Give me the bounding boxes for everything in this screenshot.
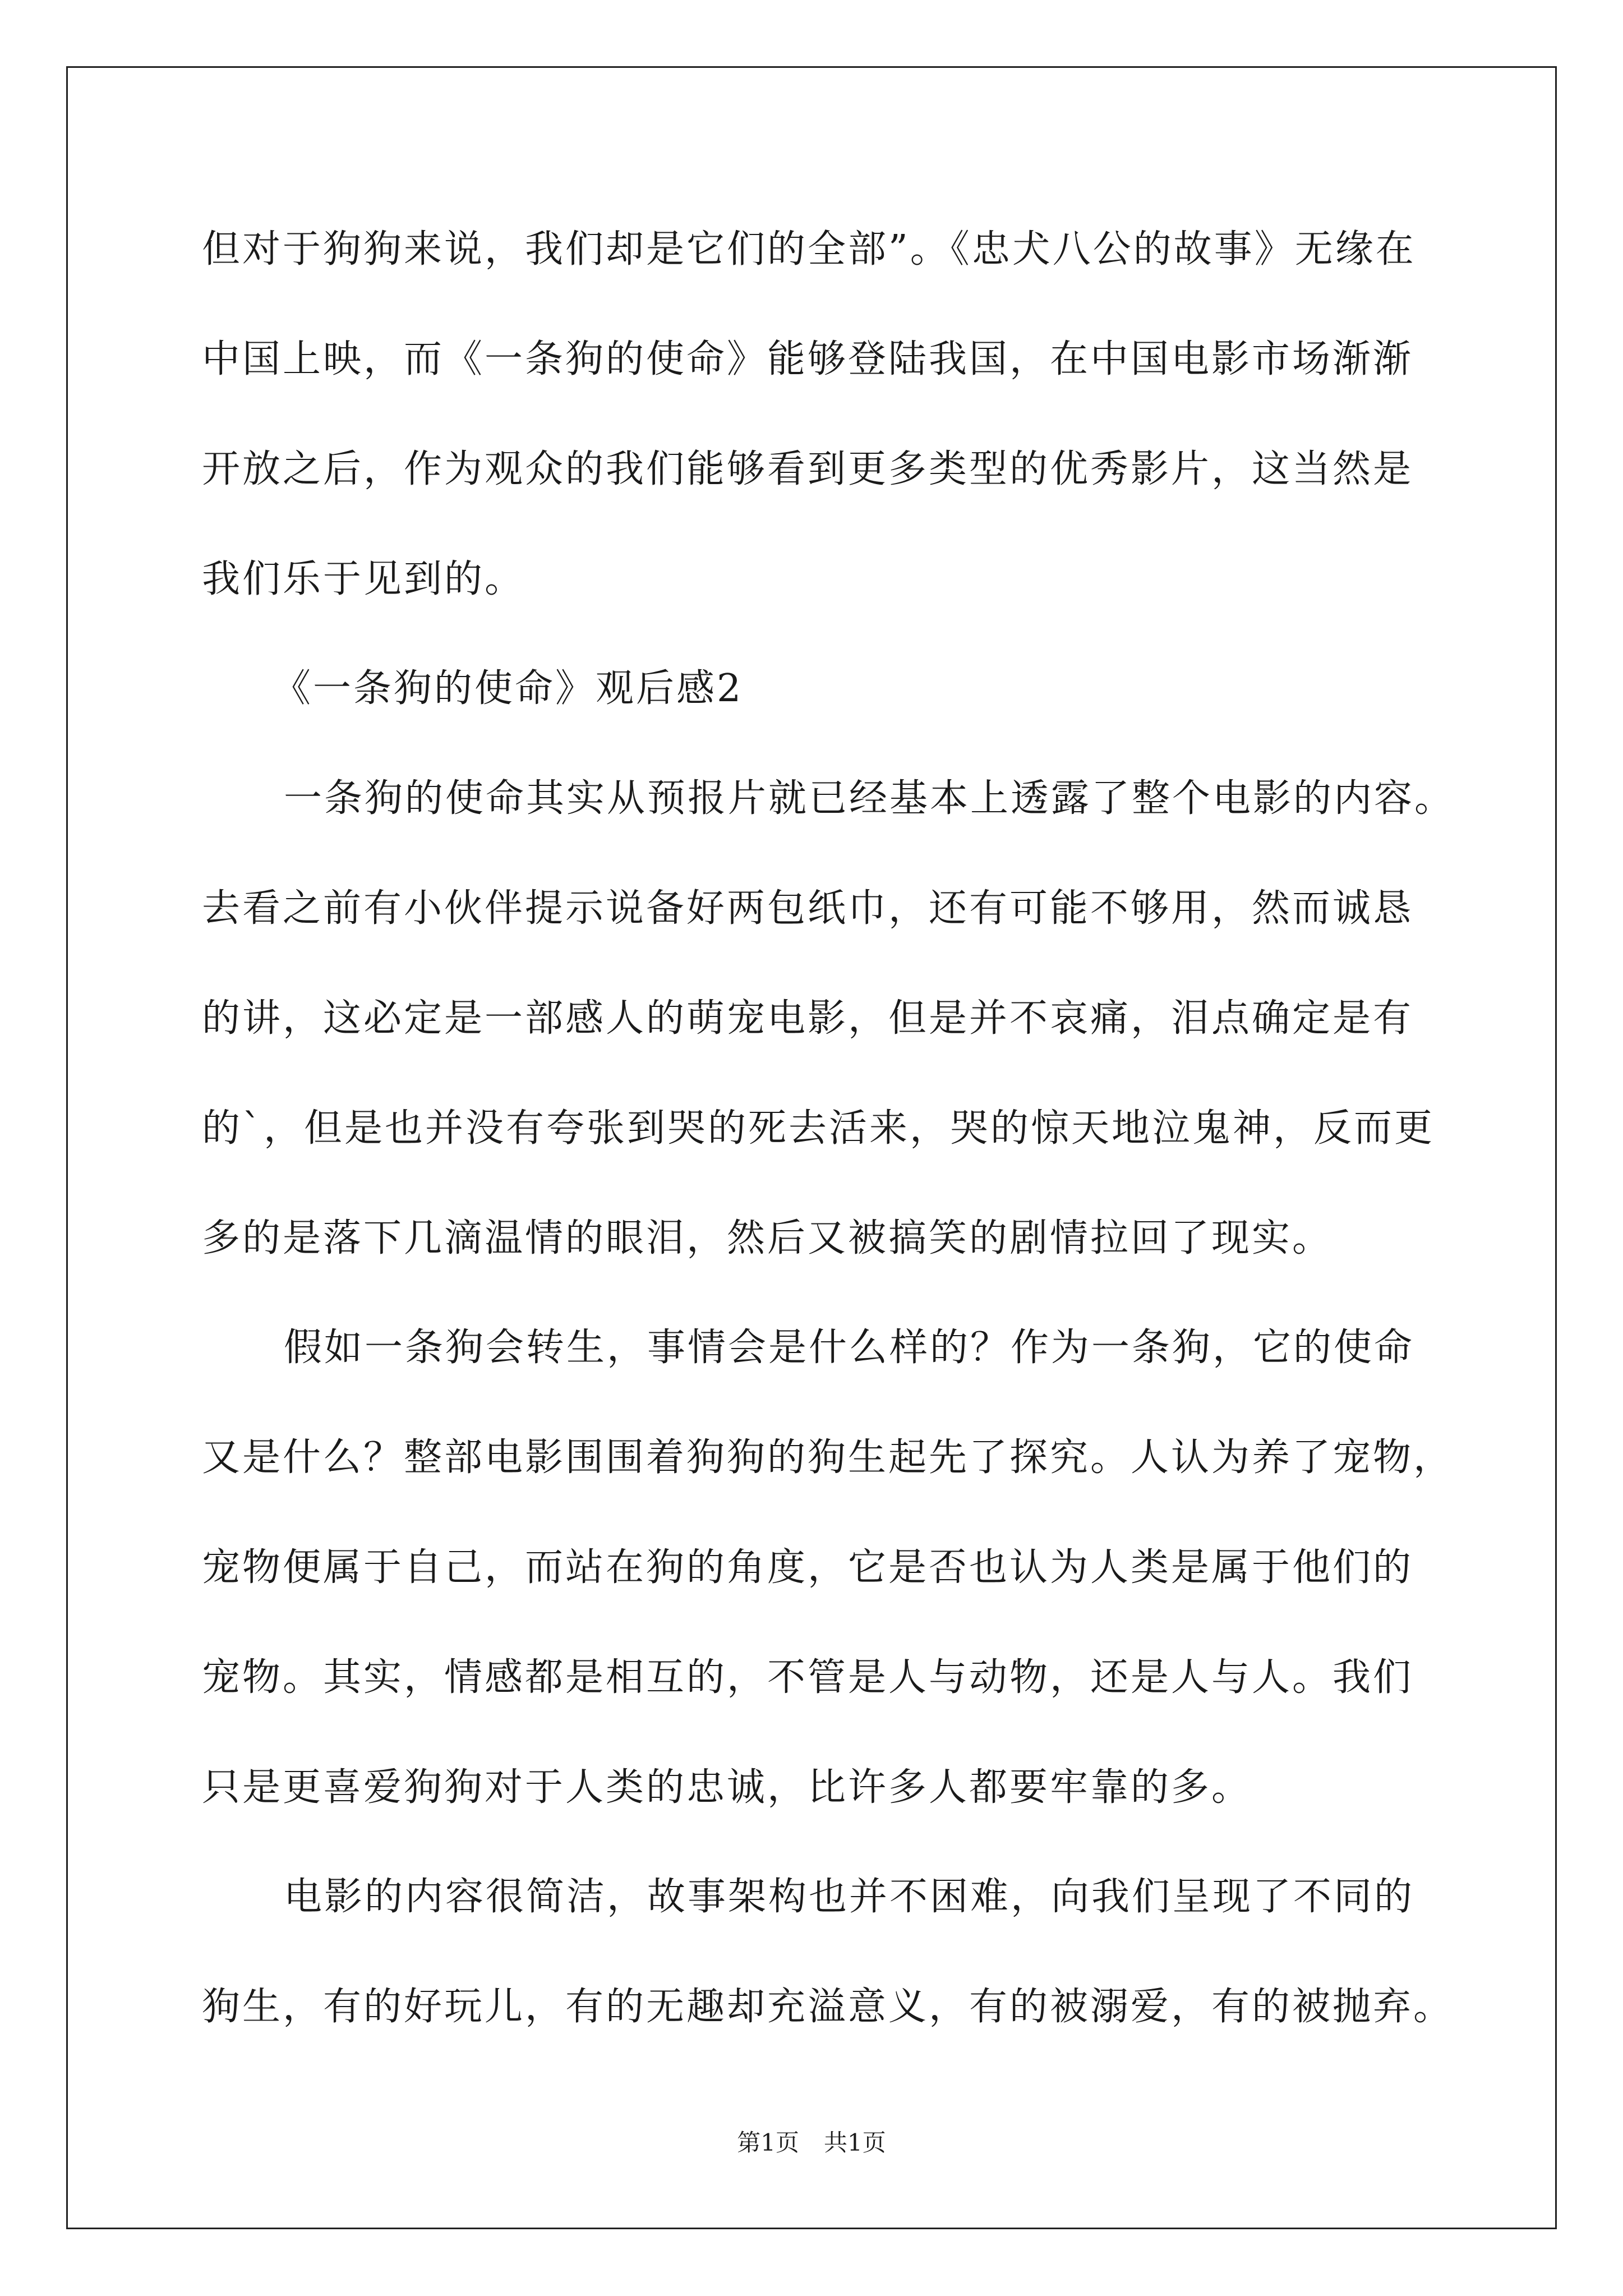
text-line-10: 多的是落下几滴温情的眼泪，然后又被搞笑的剧情拉回了现实。 (202, 1216, 1333, 1260)
text-line-2: 中国上映，而《一条狗的使命》能够登陆我国，在中国电影市场渐渐 (202, 337, 1414, 381)
text-line-11: 假如一条狗会转生，事情会是什么样的？作为一条狗，它的使命 (284, 1326, 1415, 1370)
page-footer (0, 2129, 1623, 2157)
text-line-1: 但对于狗狗来说，我们却是它们的全部”。《忠犬八公的故事》无缘在 (202, 227, 1416, 272)
text-line-6: 一条狗的使命其实从预报片就已经基本上透露了整个电影的内容。 (284, 776, 1455, 821)
text-line-7: 去看之前有小伙伴提示说备好两包纸巾，还有可能不够用，然而诚恳 (202, 886, 1414, 931)
text-line-3: 开放之后，作为观众的我们能够看到更多类型的优秀影片，这当然是 (202, 447, 1414, 491)
text-line-4: 我们乐于见到的。 (202, 557, 525, 601)
text-line-16: 电影的内容很简洁，故事架构也并不困难，向我们呈现了不同的 (284, 1875, 1415, 1919)
text-line-13: 宠物便属于自己，而站在狗的角度，它是否也认为人类是属于他们的 (202, 1545, 1414, 1590)
page-total: 共1页 (824, 2129, 886, 2156)
text-line-9: 的`，但是也并没有夸张到哭的死去活来，哭的惊天地泣鬼神，反而更 (202, 1106, 1435, 1151)
text-line-8: 的讲，这必定是一部感人的萌宠电影，但是并不哀痛，泪点确定是有 (202, 996, 1414, 1041)
text-line-15: 只是更喜爱狗狗对于人类的忠诚，比许多人都要牢靠的多。 (202, 1765, 1252, 1810)
text-line-17: 狗生，有的好玩儿，有的无趣却充溢意义，有的被溺爱，有的被抛弃。 (202, 1985, 1454, 2029)
text-line-14: 宠物。其实，情感都是相互的，不管是人与动物，还是人与人。我们 (202, 1655, 1414, 1700)
section-heading: 《一条狗的使命》观后感2 (273, 666, 744, 711)
text-line-12: 又是什么？整部电影围围着狗狗的狗生起先了探究。人认为养了宠物， (202, 1435, 1454, 1480)
page-number: 第1页 (737, 2129, 799, 2156)
